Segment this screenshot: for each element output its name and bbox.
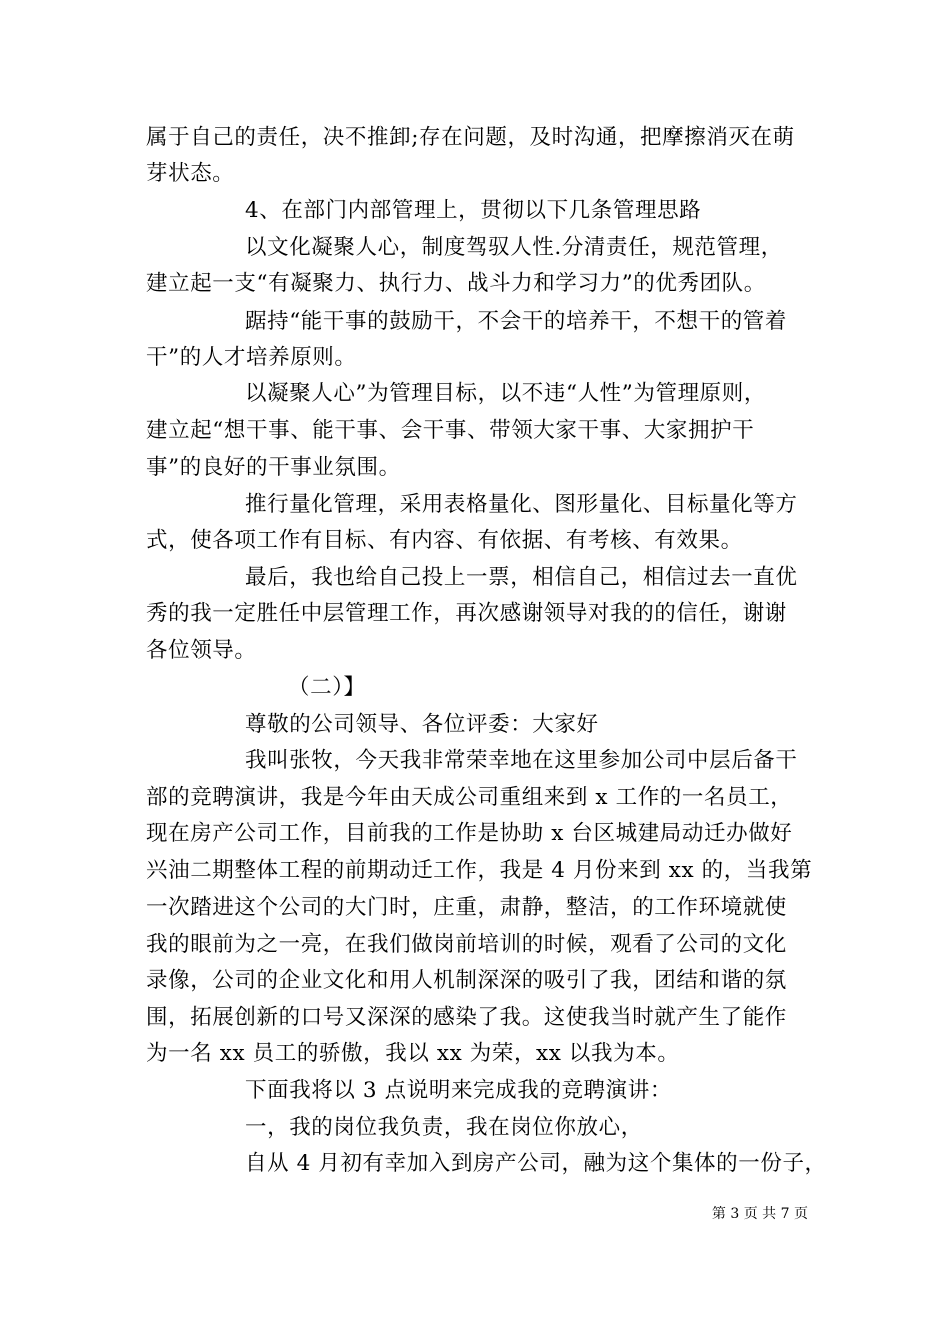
text-line: 4、在部门内部管理上，贯彻以下几条管理思路 xyxy=(245,198,702,223)
text-line: 事”的良好的干事业氛围。 xyxy=(146,455,401,480)
text-line: 式，使各项工作有目标、有内容、有依据、有考核、有效果。 xyxy=(146,528,743,553)
text-line: 一，我的岗位我负责，我在岗位你放心， xyxy=(245,1115,643,1140)
text-line: 自从 4 月初有幸加入到房产公司，融为这个集体的一份子， xyxy=(245,1151,827,1176)
text-line: 下面我将以 3 点说明来完成我的竞聘演讲： xyxy=(245,1078,672,1103)
text-line: 为一名 xx 员工的骄傲，我以 xx 为荣，xx 以我为本。 xyxy=(146,1041,680,1066)
text-line: 推行量化管理，采用表格量化、图形量化、目标量化等方 xyxy=(245,492,798,517)
section-heading: （二）】 xyxy=(288,675,366,700)
text-line: 现在房产公司工作，目前我的工作是协助 x 台区城建局动迁办做好 xyxy=(146,821,793,846)
text-line: 建立起一支“有凝聚力、执行力、战斗力和学习力”的优秀团队。 xyxy=(146,271,766,296)
text-line: 芽状态。 xyxy=(146,161,235,186)
text-line: 一次踏进这个公司的大门时，庄重，肃静，整洁，的工作环境就使 xyxy=(146,895,787,920)
text-line: 各位领导。 xyxy=(146,638,257,663)
text-line: 围，拓展创新的口号又深深的感染了我。这使我当时就产生了能作 xyxy=(146,1005,787,1030)
text-line: 部的竞聘演讲，我是今年由天成公司重组来到 x 工作的一名员工， xyxy=(146,785,793,810)
text-line: 以文化凝聚人心，制度驾驭人性.分清责任，规范管理， xyxy=(245,235,783,260)
text-line: 最后，我也给自己投上一票，相信自己，相信过去一直优 xyxy=(245,565,798,590)
text-line: 踞持“能干事的鼓励干，不会干的培养干，不想干的管着 xyxy=(245,309,787,334)
salutation: 尊敬的公司领导、各位评委：大家好 xyxy=(245,712,599,737)
text-line: 兴油二期整体工程的前期动迁工作，我是 4 月份来到 xx 的，当我第 xyxy=(146,858,813,883)
text-line: 我叫张牧，今天我非常荣幸地在这里参加公司中层后备干 xyxy=(245,748,798,773)
text-line: 建立起“想干事、能干事、会干事、带领大家干事、大家拥护干 xyxy=(146,418,755,443)
page-number: 第 3 页 共 7 页 xyxy=(711,1206,808,1222)
text-line: 干”的人才培养原则。 xyxy=(146,345,357,370)
text-line: 我的眼前为之一亮，在我们做岗前培训的时候，观看了公司的文化 xyxy=(146,932,787,957)
text-line: 属于自己的责任，决不推卸;存在问题，及时沟通，把摩擦消灭在萌 xyxy=(146,125,795,150)
text-line: 秀的我一定胜任中层管理工作，再次感谢领导对我的的信任，谢谢 xyxy=(146,601,787,626)
text-line: 以凝聚人心”为管理目标，以不违“人性”为管理原则， xyxy=(245,381,766,406)
text-line: 录像，公司的企业文化和用人机制深深的吸引了我，团结和谐的氛 xyxy=(146,968,787,993)
